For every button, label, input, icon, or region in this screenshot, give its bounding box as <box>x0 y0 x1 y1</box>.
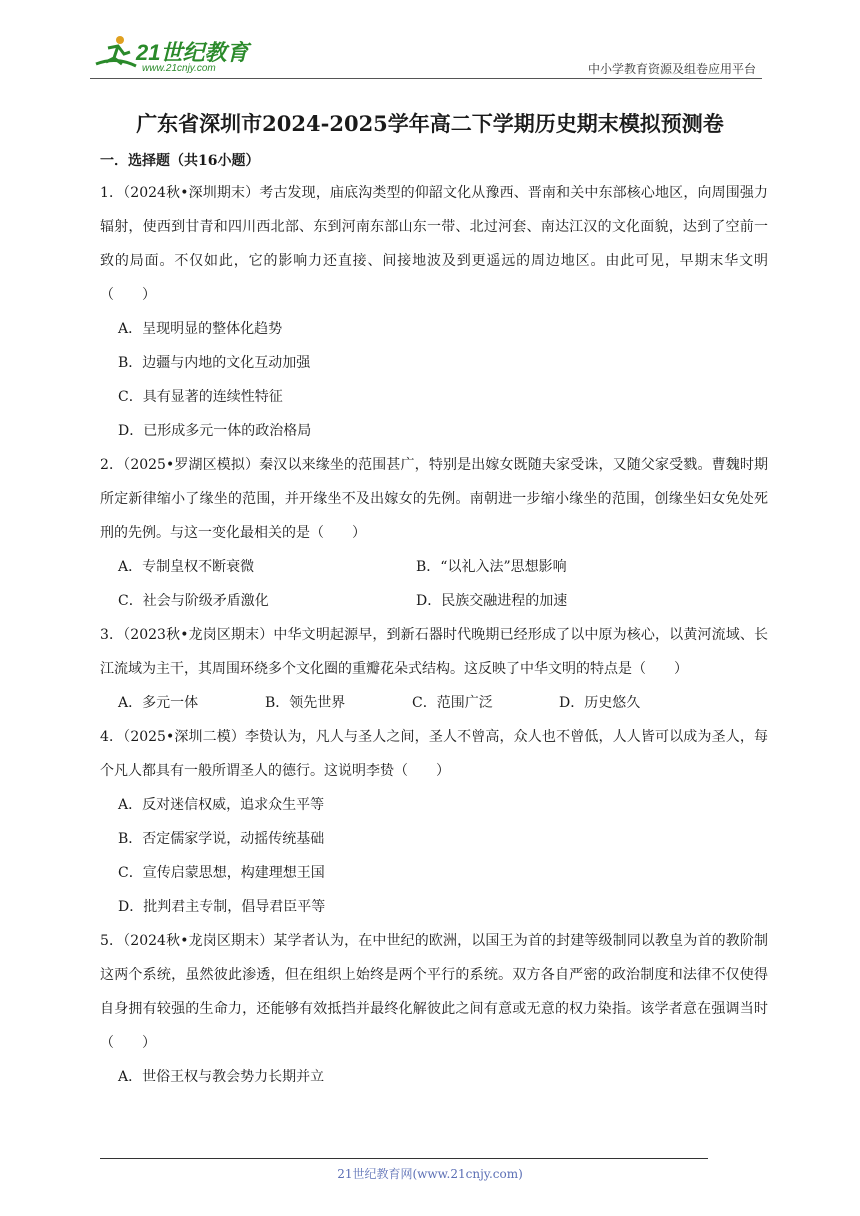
option-a: A．呈现明显的整体化趋势 <box>118 321 283 337</box>
question-list <box>100 176 768 1094</box>
question-stem: 4．（2025•深圳二模）李贽认为，凡人与圣人之间，圣人不曾高，众人也不曾低，人人皆可以成为圣人，每个凡人都具有一般所谓圣人的德行。这说明李贽（ ） <box>100 729 768 779</box>
page-title: 广东省深圳市2024-2025学年高二下学期历史期末模拟预测卷 <box>136 111 724 136</box>
option-a: A．专制皇权不断衰微 <box>118 559 255 575</box>
platform-label: 中小学教育资源及组卷应用平台 <box>587 62 756 76</box>
option-c: C．具有显著的连续性特征 <box>118 389 283 405</box>
section-heading: 一．选择题（共16小题） <box>100 153 260 169</box>
option-b: B．领先世界 <box>265 695 346 711</box>
page-header <box>90 32 760 80</box>
option-c: C．社会与阶级矛盾激化 <box>118 593 269 609</box>
option-b: B．否定儒家学说，动摇传统基础 <box>118 831 325 847</box>
option-a: A．反对迷信权威，追求众生平等 <box>118 797 325 813</box>
option-row <box>100 686 768 720</box>
question-stem: 5．（2024秋•龙岗区期末）某学者认为，在中世纪的欧洲，以国王为首的封建等级制同以教皇为首的教阶制这两个系统，虽然彼此渗透，但在组织上始终是两个平行的系统。双方各自严密的政治制度和法律不仅使得自身拥有较强的生命力，还能够有效抵挡并最终化解彼此之间有意或无意的权力染指。该学者意在强调当时（ ） <box>100 933 768 1051</box>
option-d: D．民族交融进程的加速 <box>416 593 568 609</box>
question-4 <box>100 720 768 924</box>
question-5 <box>100 924 768 1094</box>
question-stem: 3．（2023秋•龙岗区期末）中华文明起源早，到新石器时代晚期已经形成了以中原为核心，以黄河流域、长江流域为主干，其周围环绕多个文化圈的重瓣花朵式结构。这反映了中华文明的特点是（ ） <box>100 627 768 677</box>
question-3 <box>100 618 768 720</box>
footer-divider <box>100 1158 708 1159</box>
option-d: D．历史悠久 <box>559 695 641 711</box>
question-stem: 1．（2024秋•深圳期末）考古发现，庙底沟类型的仰韶文化从豫西、晋南和关中东部核心地区，向周围强力辐射，使西到甘青和四川西北部、东到河南东部山东一带、北过河套、南达江汉的文化面貌，达到了空前一致的局面。不仅如此，它的影响力还直接、间接地波及到更遥远的周边地区。由此可见，早期末华文明（ ） <box>100 185 768 303</box>
option-d: D．批判君主专制，倡导君臣平等 <box>118 899 326 915</box>
runner-logo-icon <box>94 34 138 74</box>
question-2 <box>100 448 768 618</box>
question-stem: 2．（2025•罗湖区模拟）秦汉以来缘坐的范围甚广，特别是出嫁女既随夫家受诛，又随父家受戮。曹魏时期所定新律缩小了缘坐的范围，并开缘坐不及出嫁女的先例。南朝进一步缩小缘坐的范围，创缘坐妇女免处死刑的先例。与这一变化最相关的是（ ） <box>100 457 768 541</box>
question-1 <box>100 176 768 448</box>
page-footer: 21世纪教育网(www.21cnjy.com) <box>337 1167 523 1181</box>
option-a: A．世俗王权与教会势力长期并立 <box>118 1069 325 1085</box>
option-b: B．“以礼入法”思想影响 <box>416 559 567 575</box>
option-b: B．边疆与内地的文化互动加强 <box>118 355 311 371</box>
logo <box>90 32 280 78</box>
option-d: D．已形成多元一体的政治格局 <box>118 423 312 439</box>
option-a: A．多元一体 <box>118 695 199 711</box>
option-row <box>100 550 768 584</box>
option-row <box>100 584 768 618</box>
header-divider <box>90 78 762 79</box>
logo-url: www.21cnjy.com <box>142 63 216 74</box>
option-c: C．宣传启蒙思想，构建理想王国 <box>118 865 325 881</box>
logo-brand: 21世纪教育 <box>136 40 249 65</box>
option-c: C．范围广泛 <box>412 695 493 711</box>
